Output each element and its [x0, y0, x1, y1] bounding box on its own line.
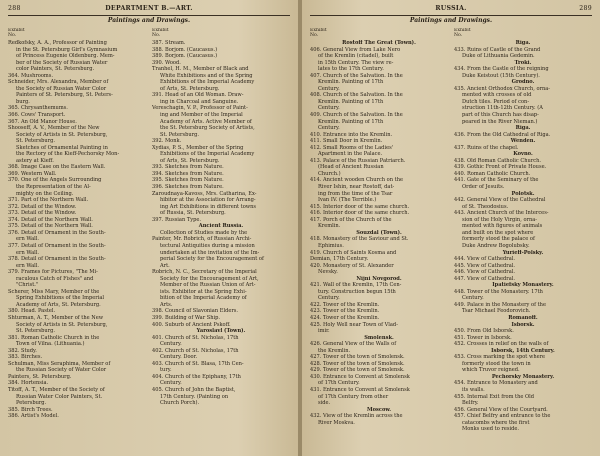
- entry-line: Duke Andrew Bogolubsky.: [462, 242, 530, 249]
- entry-line: Town of Vilna. (Lithuania.): [16, 341, 85, 348]
- running-head-title: DEPARTMENT B.—ART.: [105, 5, 193, 12]
- entry-line: 450. From Old Isborsk.: [454, 328, 514, 335]
- entry-line: Order of Jesuits.: [462, 184, 505, 191]
- entry-line: 394. Sketches from Nature.: [152, 170, 224, 177]
- column: [8, 28, 146, 452]
- entry-line: 371. Part of the Northern Wall.: [8, 197, 89, 204]
- entry-line: hibitor at the Association for Arrang-: [160, 197, 256, 204]
- entry-line: 439. Gothic Front of Private House.: [454, 164, 547, 171]
- entry-line: 404. Church of the Epiphany, 17th: [152, 373, 241, 380]
- entry-line: 384. Hortensia.: [8, 380, 49, 387]
- entry-line: Dutch tiles. Period of con-: [462, 98, 530, 105]
- entry-line: 366. Cows' Transport.: [8, 112, 66, 119]
- entry-line: Kremlin. Painting of 17th: [318, 98, 384, 105]
- entry-line: Arts.: [160, 301, 173, 308]
- entry-line: of the Kremlin (citadel), built: [318, 53, 394, 60]
- entry-line: 419. Church of Saints Kosma and: [310, 249, 397, 256]
- entry-line: ists. Exhibitor at the Spring Exhi-: [160, 288, 247, 295]
- entry-line: ber of the Society of Russian Water: [16, 59, 108, 66]
- column: [454, 28, 592, 452]
- entry-line: 370. One of the Angels Surrounding: [8, 177, 102, 184]
- entry-line: White Exhibitions and of the Spring: [160, 72, 253, 79]
- entry-line: 425. Holy Well near Town of Vlad-: [310, 321, 398, 328]
- entry-line: Nijni Novgorod.: [356, 275, 402, 282]
- entry-line: 365. Chrysanthemums.: [8, 105, 68, 112]
- entry-line: 427. Tower of the town of Smolensk.: [310, 354, 405, 361]
- entry-line: 409. Church of the Salvation. In the: [310, 112, 403, 119]
- entry-line: 17th Century. (Painting on: [160, 393, 229, 400]
- entry-line: 393. Sketches from Nature.: [152, 164, 224, 171]
- entry-line: 400. Suburb of Ancient Pskoff.: [152, 321, 231, 328]
- entry-line: 457. Chief Belfry and entrance to the: [454, 413, 551, 420]
- column-header-line: No.: [454, 33, 463, 38]
- entry-line: mented with crosses of old: [462, 92, 532, 99]
- entry-line: Century.: [318, 85, 340, 92]
- entry-line: Polotsk.: [511, 190, 535, 197]
- entry-line: 436. From the Old Cathedral of Riga.: [454, 131, 551, 138]
- entry-line: 396. Sketches from Nature.: [152, 184, 224, 191]
- entry-line: Scherer, Miss Mary, Member of the: [8, 288, 100, 295]
- entry-line: Century.: [318, 125, 340, 132]
- entry-line: Tsar Michael Feodorovich.: [462, 308, 531, 315]
- entry-line: (Head of Ancient Russian: [318, 164, 384, 171]
- entry-line: 420. Monastery of St. Alexander: [310, 262, 394, 269]
- entry-line: Ephimius.: [318, 242, 344, 249]
- entry-line: Exhibitions of the Imperial Academy: [160, 151, 255, 158]
- entry-line: 451. Tower in Isborsk.: [454, 334, 512, 341]
- entry-line: Spring Exhibitions of the Imperial: [16, 295, 105, 302]
- entry-line: Sketches of Ornamental Painting in: [16, 144, 108, 151]
- entry-line: Zaroudnaya-Kavoss, Mrs. Catharina, Ex-: [152, 190, 257, 197]
- entry-line: Monks used to reside.: [462, 426, 519, 433]
- entry-line: tury.: [160, 367, 172, 374]
- entry-line: 373. Detail of the Window.: [8, 210, 77, 217]
- entry-line: astery at Kieff.: [16, 157, 54, 164]
- entry-line: burg.: [16, 98, 30, 105]
- column: [152, 28, 290, 452]
- entry-line: of Arts, St. Petersburg.: [160, 157, 220, 164]
- entry-line: 415. Interior door of the same church.: [310, 203, 410, 210]
- entry-line: Rostoff The Great (Town).: [342, 40, 416, 46]
- entry-line: 381. Roman Catholic Church in the: [8, 334, 100, 341]
- entry-line: Robrich, N. C., Secretary of the Imperial: [152, 269, 257, 276]
- entry-line: 416. Interior door of the same church.: [310, 210, 410, 217]
- entry-line: lates to the 17th Century.: [318, 66, 384, 73]
- entry-line: in 15th Century. The view re-: [318, 59, 394, 66]
- column: [310, 28, 448, 452]
- page-columns: [310, 28, 592, 452]
- entry-line: bition of the Imperial Academy of: [160, 295, 247, 302]
- entry-line: 407. Church of the Salvation. In the: [310, 72, 403, 79]
- entry-line: Tranhel, H. M., Member of Black and: [152, 66, 249, 73]
- entry-line: 413. Palace of the Russian Patriarch.: [310, 157, 406, 164]
- entry-line: Ivan IV. (The Terrible.): [318, 197, 377, 204]
- entry-line: 445. View of Cathedral.: [454, 262, 516, 269]
- entry-line: 372. Detail of the Window.: [8, 203, 77, 210]
- entry-line: River Ishin, near Rostoff, dat-: [318, 184, 395, 191]
- entry-line: the Kremlin.: [318, 347, 351, 354]
- entry-line: Kremlin.: [318, 223, 341, 230]
- entry-line: St. Petersburg.: [160, 131, 199, 138]
- column-header: [8, 28, 146, 38]
- section-subheading: Paintings and Drawings.: [409, 17, 493, 24]
- entry-line: St. Petersburg.: [16, 328, 55, 335]
- entry-line: ern Wall.: [16, 236, 40, 243]
- entry-line: 383. Birches.: [8, 354, 43, 361]
- entry-line: 405. Church of John the Baptist,: [152, 386, 236, 393]
- entry-line: Xydias, P. S., Member of the Spring: [152, 144, 244, 151]
- entry-line: Petersburg.: [16, 400, 47, 407]
- entry-line: undertaken at the invitation of the Im-: [160, 249, 260, 256]
- entry-line: 444. View of Cathedral.: [454, 256, 516, 263]
- entry-line: formerly stood the palace of: [462, 236, 535, 243]
- entry-line: 410. Entrance into the Kremlin.: [310, 131, 393, 138]
- entry-line: the St. Petersburg Society of Artists,: [160, 125, 255, 132]
- entry-line: 408. Church of the Salvation. In the: [310, 92, 403, 99]
- entry-line: 401. Church of St. Nicholas, 17th: [152, 334, 239, 341]
- entry-line: Nevsky.: [318, 269, 338, 276]
- header-rule: [310, 15, 592, 16]
- entry-line: 429. Tower of the town of Smolensk.: [310, 367, 405, 374]
- column-header-line: Exhibit: [310, 28, 327, 33]
- entry-line: Academy of Arts. Active Member of: [160, 118, 252, 125]
- entry-line: 417. Porch of the Church of the: [310, 216, 392, 223]
- entry-line: ern Wall.: [16, 262, 40, 269]
- entry-line: ing from the time of the Tsar: [318, 190, 393, 197]
- entry-line: 421. Wall of the Kremlin, 17th Cen-: [310, 282, 402, 289]
- entry-line: 424. Tower of the Kremlin.: [310, 314, 380, 321]
- entry-line: 447. View of Cathedral.: [454, 275, 516, 282]
- page-number: 288: [8, 5, 21, 12]
- column-header-line: Exhibit: [454, 28, 471, 33]
- entry-line: Society for the Encouragement of Art,: [160, 275, 259, 282]
- entry-line: 412. Small Rooms of the Ladies': [310, 144, 394, 151]
- entry-line: Belfry.: [462, 400, 479, 407]
- entry-line: Century.: [318, 295, 340, 302]
- entry-line: Art.: [160, 262, 170, 269]
- entry-line: formerly stood the town in: [462, 360, 531, 367]
- entry-line: catacombs where the first: [462, 419, 530, 426]
- entry-line: 456. General View of the Courtyard.: [454, 406, 548, 413]
- entry-line: Yurieff-Polsky.: [502, 249, 544, 256]
- column-header-line: Exhibit: [152, 28, 169, 33]
- entry-line: Century.: [462, 295, 484, 302]
- entry-line: the Representation of the Al-: [16, 184, 91, 191]
- left-page: [0, 0, 298, 456]
- entry-line: Isborsk, 14th Century.: [491, 347, 555, 354]
- entry-line: mented with figures of animals: [462, 223, 543, 230]
- entry-line: Exhibitions of the Imperial Academy: [160, 79, 255, 86]
- entry-line: 449. Palace in the Monastery of the: [454, 301, 546, 308]
- entry-line: Riga.: [515, 125, 531, 132]
- entry-line: 433. Ruins of Castle of the Grand: [454, 46, 541, 53]
- entry-line: 390. Wood.: [152, 59, 181, 66]
- entry-line: Church Porch).: [160, 400, 200, 407]
- entry-line: 437. Ruins of the chapel.: [454, 144, 519, 151]
- entry-line: Shturman, A. T., Member of the New: [8, 314, 104, 321]
- entry-line: 377. Detail of Ornament in the South-: [8, 242, 106, 249]
- section-subheading: Paintings and Drawings.: [107, 17, 191, 24]
- entry-line: Ancient Russia.: [198, 223, 244, 230]
- entry-line: 378. Detail of Ornament in the South-: [8, 256, 106, 263]
- entry-line: Russian Water Color Painters, St.: [16, 393, 103, 400]
- entry-line: Wenden.: [510, 138, 536, 145]
- entry-line: in the St. Petersburg Girl's Gymnasium: [16, 46, 118, 53]
- entry-line: Painters, St. Petersburg.: [8, 373, 72, 380]
- entry-line: 386. Artist's Model.: [8, 413, 59, 420]
- entry-line: 434. From the Castle of the reigning: [454, 66, 549, 73]
- entry-line: side.: [318, 400, 331, 407]
- entry-line: mighty on the Ceiling.: [16, 190, 74, 197]
- entry-line: Smolensk.: [364, 334, 394, 341]
- entry-line: tectural Antiquities during a mission: [160, 242, 255, 249]
- entry-line: 432. View of the Kremlin across the: [310, 413, 403, 420]
- entry-line: sion of the Holy Virgin, orna-: [462, 216, 537, 223]
- column-header: [152, 28, 290, 38]
- entry-line: 374. Detail of the Northern Wall.: [8, 216, 93, 223]
- entry-line: 426. General View of the Walls of: [310, 341, 397, 348]
- entry-line: 448. Tower of the Monastery. 17th: [454, 288, 543, 295]
- entry-line: Troki.: [514, 59, 532, 66]
- entry-line: its walls.: [462, 386, 485, 393]
- entry-line: 369. Western Wall.: [8, 170, 57, 177]
- entry-line: 389. Borjom. (Caucasus.): [152, 53, 218, 60]
- entry-line: Redkofsky, A. A., Professor of Painting: [8, 40, 107, 46]
- entry-line: 452. Crosses in relief on the walls of: [454, 341, 549, 348]
- entry-line: Vereschagin, V. P., Professor of Paint-: [152, 105, 248, 112]
- entry-line: 380. Head. Pastel.: [8, 308, 56, 315]
- entry-line: 453. Cross marking the spot where: [454, 354, 546, 361]
- entry-line: Souzdal (Town).: [356, 229, 402, 236]
- entry-line: which Truvor reigned.: [462, 367, 520, 374]
- entry-line: 395. Sketches from Nature.: [152, 177, 224, 184]
- entry-line: 368. Image Case on the Eastern Wall.: [8, 164, 106, 171]
- entry-line: 428. Tower of the town of Smolensk.: [310, 360, 405, 367]
- entry-line: Academy of Arts, St. Petersburg.: [16, 301, 101, 308]
- entry-line: Century. Door.: [160, 354, 198, 361]
- entry-line: perial Society for the Encouragement of: [160, 256, 264, 263]
- entry-line: ern Wall.: [16, 249, 40, 256]
- running-head: [310, 5, 592, 14]
- entry-line: Painters of St. Petersburg, St. Peters-: [16, 92, 113, 99]
- entry-line: 442. General View of the Cathedral: [454, 197, 546, 204]
- entry-line: Century.: [160, 341, 182, 348]
- entry-line: color Painters, St. Petersburg.: [16, 66, 95, 73]
- page-columns: [8, 28, 290, 452]
- entry-line: Kremlin. Painting of 17th: [318, 79, 384, 86]
- running-head-title: RUSSIA.: [435, 5, 467, 12]
- entry-line: 388. Borjom. (Caucasus.): [152, 46, 218, 53]
- entry-line: raculous Catch of Fishes" and: [16, 275, 94, 282]
- entry-line: 392. Monk.: [152, 138, 182, 145]
- entry-line: Grodno.: [511, 79, 535, 86]
- entry-line: "Christ.": [16, 282, 39, 289]
- column-header: [310, 28, 448, 38]
- entry-line: Society of Artists in St. Petersburg,: [16, 321, 108, 328]
- entry-line: of 17th Century from other: [318, 393, 389, 400]
- entry-line: 379. Frames for Pictures, "The Mi-: [8, 269, 98, 276]
- entry-line: Schulman, Miss Seraphima, Member of: [8, 360, 111, 367]
- entry-line: River Moskva.: [318, 419, 355, 426]
- entry-line: Titoff, A. T., Member of the Society of: [8, 386, 105, 393]
- entry-line: and built on the spot where: [462, 229, 534, 236]
- entry-line: 375. Detail of the Northern Wall.: [8, 223, 93, 230]
- entry-line: Church.): [318, 170, 341, 177]
- column-header-line: No.: [310, 33, 319, 38]
- column-header-line: No.: [8, 33, 17, 38]
- entry-line: 446. View of Cathedral.: [454, 269, 516, 276]
- entry-line: Society of Artists in St. Petersburg,: [16, 131, 108, 138]
- entry-line: 414. Ancient wooden Church on the: [310, 177, 403, 184]
- entry-line: Century.: [318, 105, 340, 112]
- entry-line: Kovno.: [513, 151, 533, 158]
- entry-line: 438. Old Roman Catholic Church.: [454, 157, 542, 164]
- entry-line: Pechorsky Monastery.: [491, 373, 555, 380]
- entry-line: 440. Roman Catholic Church.: [454, 170, 531, 177]
- entry-line: 422. Tower of the Kremlin.: [310, 301, 380, 308]
- entry-line: Ipatiefsky Monastery.: [492, 282, 554, 289]
- column-header: [454, 28, 592, 38]
- entry-line: Apartment in the Palace.: [318, 151, 383, 158]
- entry-line: 402. Church of St. Nicholas, 17th: [152, 347, 239, 354]
- entry-line: Kremlin. Painting of 17th: [318, 118, 384, 125]
- entry-line: Isborsk.: [511, 321, 535, 328]
- running-head: [8, 5, 290, 14]
- entry-line: 441. Gate of the Seminary of the: [454, 177, 539, 184]
- entry-line: 364. Mushrooms.: [8, 72, 53, 79]
- entry-line: Century.: [160, 380, 182, 387]
- entry-line: 430. Entrance to Convent at Smolensk: [310, 373, 410, 380]
- entry-line: 423. Tower of the Kremlin.: [310, 308, 380, 315]
- entry-line: 431. Entrance to Convent at Smolensk: [310, 386, 410, 393]
- entry-line: Member of the Russian Union of Art-: [160, 282, 256, 289]
- column-header-line: No.: [152, 33, 161, 38]
- entry-line: the Russian Society of Water Color: [16, 367, 107, 374]
- entry-line: Demian, 17th Century.: [310, 256, 369, 263]
- column-header-line: Exhibit: [8, 28, 25, 33]
- entry-line: 455. Internal Exit from the Old: [454, 393, 535, 400]
- entry-line: ing and Member of the Imperial: [160, 112, 243, 119]
- entry-line: imir.: [318, 328, 330, 335]
- entry-line: 435. Ancient Orthodox Church, orna-: [454, 85, 550, 92]
- entry-line: Duke of Lithuania Gedemin.: [462, 53, 535, 60]
- entry-line: 443. Ancient Church of the Interces-: [454, 210, 549, 217]
- entry-line: Schneider, Mrs. Alexandra, Member of: [8, 79, 109, 86]
- entry-line: part of this Church has disap-: [462, 112, 539, 119]
- entry-line: 399. Building of War Ship.: [152, 314, 221, 321]
- entry-line: Yaroslavl (Town).: [196, 328, 246, 335]
- entry-line: tury. Construction begun 15th: [318, 288, 396, 295]
- entry-line: 387. Stream.: [152, 40, 186, 46]
- entry-line: 385. Birch Trees.: [8, 406, 53, 413]
- entry-line: ing Art Exhibitions in different towns: [160, 203, 257, 210]
- entry-line: Collection of Studies made by the: [160, 229, 248, 236]
- entry-line: Moscow.: [366, 406, 392, 413]
- entry-line: 382. Study.: [8, 347, 37, 354]
- right-page: [302, 0, 600, 456]
- entry-line: Romanoff.: [508, 314, 538, 321]
- entry-line: peared in the River Nieman.): [462, 118, 538, 125]
- entry-line: 454. Entrance to Monastery and: [454, 380, 538, 387]
- entry-line: the Society of Russian Water Color: [16, 85, 107, 92]
- entry-line: of St. Theodosius.: [462, 203, 509, 210]
- entry-line: Shooseff, A. V., Member of the New: [8, 125, 100, 132]
- entry-line: 406. General View from Lake Nero: [310, 46, 401, 53]
- entry-line: of Princess Eugenie Oldenburg. Mem-: [16, 53, 115, 60]
- entry-line: 398. Council of Slavonian Elders.: [152, 308, 239, 315]
- entry-line: Duke Keistout (15th Century).: [462, 72, 540, 79]
- entry-line: 397. Russian Type.: [152, 216, 202, 223]
- entry-line: ing in Charcoal and Sanguine.: [160, 98, 239, 105]
- entry-line: struction 11th-12th Century. (A: [462, 105, 543, 112]
- entry-line: 376. Detail of Ornament in the South-: [8, 229, 106, 236]
- entry-line: of Arts, St. Petersburg.: [160, 85, 220, 92]
- entry-line: 367. An Old Manor House.: [8, 118, 77, 125]
- entry-line: 418. Monastery of the Saviour and St.: [310, 236, 409, 243]
- entry-line: St. Petersburg.: [16, 138, 55, 145]
- page-number: 289: [579, 5, 592, 12]
- header-rule: [8, 15, 290, 16]
- entry-line: 411. Small Door in Kremlin.: [310, 138, 383, 145]
- entry-line: of 17th Century.: [318, 380, 360, 387]
- entry-line: the Rectory of the Kieff-Pechorsky Mon-: [16, 151, 120, 158]
- entry-line: 391. Head of an Old Woman. Draw-: [152, 92, 244, 99]
- entry-line: 403. Church of St. Blasa, 17th Cen-: [152, 360, 244, 367]
- entry-line: Painter, Mr. Robrich, of Russian Archi-: [152, 236, 252, 243]
- entry-line: of Russia, St. Petersburg.: [160, 210, 226, 217]
- entry-line: Riga.: [515, 40, 531, 46]
